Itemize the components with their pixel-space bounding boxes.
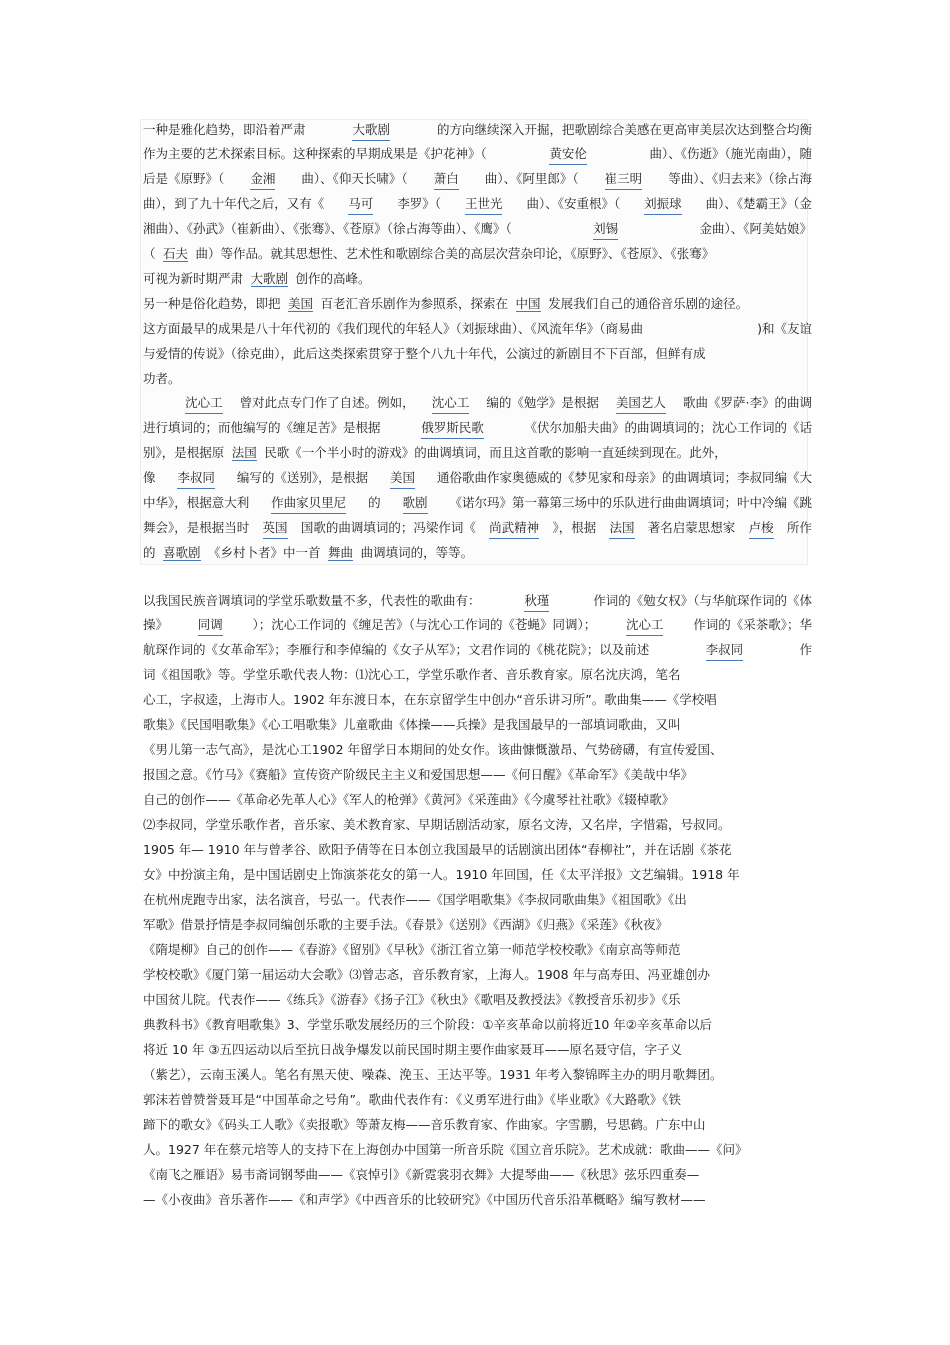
text-segment: 中华》，根据意大利 <box>143 495 250 510</box>
body-line <box>143 939 812 961</box>
linked-term[interactable]: 刘锡 <box>593 218 618 240</box>
text-segment: 金曲）、《阿美姑娘》 <box>699 221 812 236</box>
text-segment: 的 <box>368 495 381 510</box>
body-line <box>143 689 812 711</box>
text-segment: 》，根据 <box>552 520 597 535</box>
text-segment: 作词的《采茶歌》；华 <box>693 617 812 632</box>
text-segment: 功者。 <box>143 371 181 386</box>
text-segment: 曲）、《阿里郎》（ <box>484 171 579 186</box>
text-segment: 报国之意。《竹马》《赛船》宣传资产阶级民主主义和爱国思想——《何日醒》《革命军》《美哉中华》 <box>143 767 694 782</box>
passage-line <box>143 243 812 265</box>
text-segment: 曲）、《楚霸王》（金 <box>705 196 812 211</box>
text-segment: 人。1927 年在蔡元培等人的支持下在上海创办中国第一所音乐院《国立音乐院》。艺术成就：歌曲——《问》 <box>143 1142 748 1157</box>
linked-term[interactable]: 沈心工 <box>626 614 664 636</box>
text-segment: 曲调填词的，等等。 <box>360 545 474 560</box>
body-line <box>143 714 812 736</box>
text-segment: ⑵李叔同，学堂乐歌作者，音乐家、美术教育家、早期话剧活动家，原名文涛，又名岸，字惜霜，号叔同。 <box>143 817 731 832</box>
body-line <box>143 590 812 612</box>
text-segment: 以我国民族音调填词的学堂乐歌数量不多，代表性的歌曲有： <box>143 593 481 608</box>
text-segment: 《隋堤柳》自己的创作——《春游》《留别》《早秋》《浙江省立第一师范学校校歌》《南京高等师范 <box>143 942 681 957</box>
passage-line <box>143 368 812 390</box>
text-segment: 国歌的曲调填词的；冯梁作词《 <box>300 520 476 535</box>
text-segment: 歌曲《罗萨·李》的曲调 <box>682 395 812 410</box>
linked-term[interactable]: 美国 <box>288 296 314 311</box>
text-segment: 像 <box>143 470 156 485</box>
text-segment: 典教科书》《教育唱歌集》3、学堂乐歌发展经历的三个阶段：①辛亥革命以前将近10 年②辛亥革命以后 <box>143 1017 712 1032</box>
body-line <box>143 989 812 1011</box>
passage-line <box>143 492 812 514</box>
passage-line <box>143 542 812 564</box>
passage-line <box>143 343 812 365</box>
body-line <box>143 1139 812 1161</box>
linked-term[interactable]: 王世光 <box>465 193 503 215</box>
linked-term[interactable]: 大歌剧 <box>352 119 390 141</box>
text-segment: 作为主要的艺术探索目标。这种探索的早期成果是《护花神》（ <box>143 146 487 161</box>
body-line <box>143 614 812 636</box>
text-segment: 曲）、《伤逝》（施光南曲），随 <box>649 146 812 161</box>
body-line <box>143 964 812 986</box>
linked-term[interactable]: 卢梭 <box>749 517 774 539</box>
text-segment: 歌集》《民国唱歌集》《心工唱歌集》儿童歌曲《体操——兵操》是我国最早的一部填词歌曲，又叫 <box>143 717 681 732</box>
text-segment: 可视为新时期严肃 <box>143 271 244 286</box>
linked-term[interactable]: 作曲家贝里尼 <box>271 492 346 514</box>
body-line <box>143 1189 812 1211</box>
text-segment: 1905 年— 1910 年与曾孝谷、欧阳予倩等在日本创立我国最早的话剧演出团体“春柳社”，并在话剧《茶花 <box>143 842 732 857</box>
passage-line <box>143 143 812 165</box>
linked-term[interactable]: 李叔同 <box>706 639 744 661</box>
linked-term[interactable]: 刘振球 <box>644 193 682 215</box>
body-line <box>143 889 812 911</box>
linked-term[interactable]: 同调 <box>198 614 223 636</box>
text-segment: 中国贫儿院。代表作——《练兵》《游春》《扬子江》《秋虫》《歌唱及教授法》《教授音乐初步》《乐 <box>143 992 681 1007</box>
text-segment: 作 <box>799 642 812 657</box>
text-segment: 《诺尔玛》第一幕第三场中的乐队进行曲曲调填词；叶中冷编《跳 <box>449 495 812 510</box>
text-segment: 编的《勉学》是根据 <box>486 395 599 410</box>
text-segment: 《乡村卜者》中一首 <box>208 545 321 560</box>
body-line <box>143 814 812 836</box>
text-segment: 通俗歌曲作家奥德威的《梦见家和母亲》的曲调填词；李叔同编《大 <box>436 470 812 485</box>
text-segment: 航琛作词的《女革命军》；李雁行和李倬编的《女子从军》；文君作词的《桃花院》；以及前述 <box>143 642 650 657</box>
text-segment: 后是《原野》（ <box>143 171 225 186</box>
text-segment: 将近 10 年 ③五四运动以后至抗日战争爆发以前民国时期主要作曲家聂耳——原名聂守信，字子义 <box>143 1042 683 1057</box>
linked-term[interactable]: 马可 <box>348 193 373 215</box>
text-segment: 在杭州虎跑寺出家，法名演音，号弘一。代表作——《国学唱歌集》《李叔同歌曲集》《祖国歌》《出 <box>143 892 687 907</box>
text-segment: 一种是雅化趋势，即沿着严肃 <box>143 122 306 137</box>
text-segment: 编写的《送别》，是根据 <box>236 470 369 485</box>
linked-term[interactable]: 喜歌剧 <box>163 545 201 560</box>
text-segment: 女》中扮演主角，是中国话剧史上饰演茶花女的第一人。1910 年回国，任《太平洋报》文艺编辑。1918 年 <box>143 867 740 882</box>
linked-term[interactable]: 金湘 <box>250 168 275 190</box>
linked-term[interactable]: 舞曲 <box>328 545 354 560</box>
text-segment: 的 <box>143 545 156 560</box>
text-segment: 学校校歌》《厦门第一届运动大会歌》⑶曾志忞，音乐教育家，上海人。1908 年与高寿田、冯亚雄创办 <box>143 967 711 982</box>
text-segment: —《小夜曲》音乐著作——《和声学》《中西音乐的比较研究》《中国历代音乐沿革概略》编写教材—— <box>143 1192 706 1207</box>
text-segment: 军歌》借景抒情是李叔同编创乐歌的主要手法。《春景》《送别》《西湖》《归燕》《采莲》《秋夜》 <box>143 917 669 932</box>
text-segment: 曲），到了九十年代之后，又有《 <box>143 196 325 211</box>
text-segment: 自己的创作——《革命必先革人心》《军人的枪弹》《黄河》《采莲曲》《今虞琴社社歌》《辍棹歌》 <box>143 792 675 807</box>
text-segment: 著名启蒙思想家 <box>647 520 736 535</box>
text-segment: （ <box>143 246 156 261</box>
text-segment: 百老汇音乐剧作为参照系，探索在 <box>320 296 509 311</box>
text-segment: 《南飞之雁语》易韦斋词钢琴曲——《哀悼引》《新霓裳羽衣舞》大提琴曲——《秋思》弦乐四重奏— <box>143 1167 700 1182</box>
linked-term[interactable]: 法国 <box>231 445 257 460</box>
text-segment: 这方面最早的成果是八十年代初的《我们现代的年轻人》（刘振球曲）、《风流年华》（商易曲 <box>143 321 644 336</box>
passage-line <box>143 293 812 315</box>
text-segment: 等曲）、《归去来》（徐占海 <box>668 171 812 186</box>
text-segment: ）；沈心工作词的《缠足苦》（与沈心工作词的《苍蝇》同调）； <box>252 617 597 632</box>
text-segment: )和《友谊 <box>757 321 812 336</box>
body-line <box>143 1089 812 1111</box>
text-segment: 《伏尔加船夫曲》的曲调填词的；沈心工作词的《话 <box>524 420 812 435</box>
linked-term[interactable]: 秋瑾 <box>524 590 549 612</box>
text-segment: 舞会》，是根据当时 <box>143 520 250 535</box>
text-segment: 曾对此点专门作了自述。例如， <box>239 395 415 410</box>
text-segment: 郭沫若曾赞誉聂耳是“中国革命之号角”。歌曲代表作有：《义勇军进行曲》《毕业歌》《大路歌》《铁 <box>143 1092 681 1107</box>
linked-term[interactable]: 崔三明 <box>605 168 643 190</box>
text-segment: 曲）等作品。就其思想性、艺术性和歌剧综合美的高层次营杂印论，《原野》、《苍原》、《张骞》 <box>195 246 715 261</box>
text-segment: 民歌《一个半小时的游戏》的曲调填词，而且这首歌的影响一直延续到现在。此外， <box>264 445 727 460</box>
body-line <box>143 1064 812 1086</box>
passage-line <box>143 467 812 489</box>
text-segment: 湘曲）、《孙武》（崔新曲）、《张骞》、《苍原》（徐占海等曲）、《鹰》（ <box>143 221 512 236</box>
passage-line <box>143 442 812 464</box>
linked-term[interactable]: 黄安伦 <box>549 143 587 165</box>
text-segment: 心工，字叔逵，上海市人。1902 年东渡日本，在东京留学生中创办“音乐讲习所”。歌曲集——《学校唱 <box>143 692 717 707</box>
body-line <box>143 839 812 861</box>
linked-term[interactable]: 李叔同 <box>177 467 215 489</box>
body-line <box>143 1114 812 1136</box>
linked-term[interactable]: 萧白 <box>434 168 459 190</box>
passage-line <box>143 193 812 215</box>
text-segment: 发展我们自己的通俗音乐剧的途径。 <box>548 296 749 311</box>
text-segment: 别》，是根据原 <box>143 445 225 460</box>
passage-line <box>143 392 812 414</box>
linked-term[interactable]: 俄罗斯民歌 <box>421 417 484 439</box>
text-segment: 李罗》（ <box>397 196 441 211</box>
text-segment: 所作 <box>786 520 812 535</box>
text-segment: 《男儿第一志气高》，是沈心工1902 年留学日本期间的处女作。该曲慷慨激昂、气势磅礴，有宣传爱国、 <box>143 742 723 757</box>
text-segment: 进行填词的；而他编写的《缠足苦》是根据 <box>143 420 381 435</box>
text-segment: 创作的高峰。 <box>295 271 371 286</box>
passage-line <box>143 119 812 141</box>
linked-term[interactable]: 歌剧 <box>403 492 428 514</box>
body-line <box>143 739 812 761</box>
text-segment: 操》 <box>143 617 169 632</box>
text-segment: 蹄下的歌女》《码头工人歌》《卖报歌》等萧友梅——音乐教育家、作曲家。字雪鹏，号思鹤。广东中山 <box>143 1117 706 1132</box>
text-segment: 作词的《勉女权》（与华航琛作词的《体 <box>593 593 812 608</box>
linked-term[interactable]: 美国 <box>390 467 415 489</box>
linked-term[interactable]: 石夫 <box>163 246 189 261</box>
text-segment: 曲）、《仰天长啸》（ <box>301 171 408 186</box>
body-line <box>143 1164 812 1186</box>
linked-term[interactable]: 英国 <box>263 517 288 539</box>
text-segment <box>143 392 168 414</box>
linked-term[interactable]: 中国 <box>515 296 541 311</box>
text-segment: 另一种是俗化趋势，即把 <box>143 296 281 311</box>
linked-term[interactable]: 法国 <box>609 517 634 539</box>
body-line <box>143 664 812 686</box>
passage-line <box>143 318 812 340</box>
linked-term[interactable]: 沈心工 <box>185 392 223 414</box>
passage-line <box>143 218 812 240</box>
text-segment: 与爱情的传说》（徐克曲），此后这类探索贯穿于整个八九十年代，公演过的新剧目不下百部，但鲜有成 <box>143 346 706 361</box>
body-line <box>143 639 812 661</box>
passage-line <box>143 517 812 539</box>
linked-term[interactable]: 大歌剧 <box>250 271 289 286</box>
body-line <box>143 764 812 786</box>
passage-line <box>143 417 812 439</box>
linked-term[interactable]: 沈心工 <box>432 392 470 414</box>
body-line <box>143 864 812 886</box>
text-segment: 词《祖国歌》等。学堂乐歌代表人物：⑴沈心工，学堂乐歌作者、音乐教育家。原名沈庆鸿，笔名 <box>143 667 681 682</box>
passage-line <box>143 168 812 190</box>
body-line <box>143 914 812 936</box>
passage-line <box>143 268 812 290</box>
linked-term[interactable]: 美国艺人 <box>616 392 666 414</box>
text-segment: 曲）、《安重根》（ <box>526 196 621 211</box>
text-segment: （紫艺），云南玉溪人。笔名有黑天使、噪森、浼玉、王达平等。1931 年考入黎锦晖主办的明月歌舞团。 <box>143 1067 723 1082</box>
body-line <box>143 789 812 811</box>
body-line <box>143 1014 812 1036</box>
body-line <box>143 1039 812 1061</box>
linked-term[interactable]: 尚武精神 <box>489 517 539 539</box>
text-segment: 的方向继续深入开掘，把歌剧综合美感在更高审美层次达到整合均衡 <box>436 122 812 137</box>
